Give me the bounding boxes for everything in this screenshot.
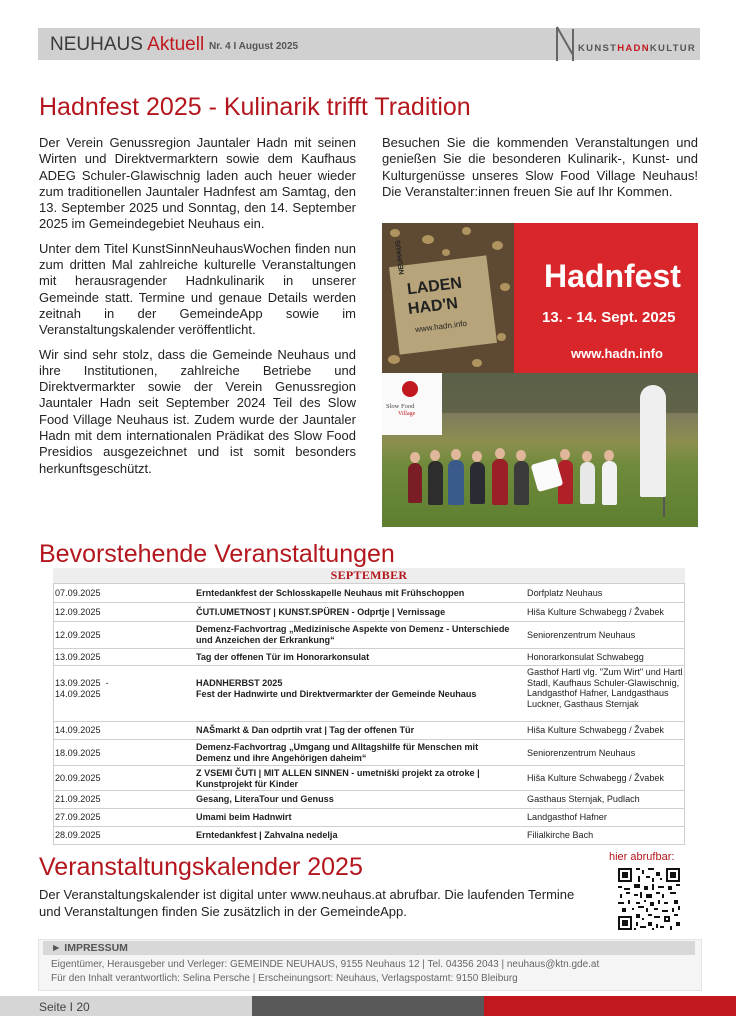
event-place: Honorarkonsulat Schwabegg [527, 652, 644, 662]
table-border-right [684, 583, 685, 845]
table-row [53, 583, 685, 603]
table-row [53, 808, 685, 827]
event-place: Hiša Kulture Schwabegg / Žvabek [527, 725, 664, 735]
event-title: Gesang, LiteraTour und Genuss [196, 794, 334, 804]
table-row [53, 826, 685, 845]
events-table [53, 568, 685, 845]
event-date: 28.09.2025 [55, 830, 101, 840]
table-row [53, 648, 685, 666]
event-date: 13.09.2025 - 14.09.2025 [55, 678, 109, 699]
magazine-title-accent: Aktuell [147, 34, 205, 55]
event-date: 07.09.2025 [55, 588, 101, 598]
issue-label: Nr. 4 I August 2025 [209, 41, 299, 52]
hadnfest-ad-image [382, 223, 698, 373]
events-month-header: SEPTEMBER [53, 568, 685, 583]
article-paragraph-2: Unter dem Titel KunstSinnNeuhausWochen finden nun zum dritten Mal zahlreiche kulturelle Veranstaltungen mit herausragender Hadnkulinarik in unserer Gemeinde statt. Termine und genaue Details werden zeitnah in der GemeindeApp sowie im Veranstaltungskalender veröffentlicht. [39, 240, 356, 338]
event-date: 20.09.2025 [55, 773, 101, 783]
footer-bar-red [484, 996, 736, 1016]
event-place: Hiša Kulture Schwabegg / Žvabek [527, 607, 664, 617]
impressum-line-1: Eigentümer, Herausgeber und Verleger: GEMEINDE NEUHAUS, 9155 Neuhaus 12 | Tel. 04356 2043 | neuhaus@ktn.gde.at [51, 959, 600, 970]
table-row [53, 765, 685, 791]
slow-food-village-logo [382, 373, 442, 435]
event-title: Erntedankfest der Schlosskapelle Neuhaus mit Frühschoppen [196, 588, 465, 598]
event-date: 18.09.2025 [55, 748, 101, 758]
event-place: Seniorenzentrum Neuhaus [527, 748, 636, 758]
logo-word-hadn: HADN [617, 43, 650, 54]
event-place: Dorfplatz Neuhaus [527, 588, 603, 598]
event-title: Umami beim Hadnwirt [196, 812, 292, 822]
event-place: Hiša Kulture Schwabegg / Žvabek [527, 773, 664, 783]
qr-label: hier abrufbar: [609, 851, 675, 863]
article-paragraph-1: Der Verein Genussregion Jauntaler Hadn mit seinen Wirten und Direktvermarktern sowie dem Kaufhaus ADEG Schuler-Glawischnig laden auch heuer wieder zum traditionellen Jauntaler Hadnfest am Samtag, den 13. September 2025 und Sonntag, den 14. September 2025 im Gemeindegebiet Neuhaus ein. [39, 135, 356, 232]
event-date: 27.09.2025 [55, 812, 101, 822]
table-row [53, 790, 685, 809]
event-place: Landgasthof Hafner [527, 812, 607, 822]
event-date: 21.09.2025 [55, 794, 101, 804]
kunsthadnkultur-logo [578, 43, 696, 54]
table-border-bottom [53, 844, 685, 845]
magazine-title-main: NEUHAUS [50, 34, 143, 55]
event-date: 12.09.2025 [55, 607, 101, 617]
table-row [53, 665, 685, 722]
event-place: Filialkirche Bach [527, 830, 594, 840]
event-title: Tag der offenen Tür im Honorarkonsulat [196, 652, 370, 662]
table-row [53, 721, 685, 740]
slow-food-snail-icon [402, 381, 418, 397]
article-left-column [39, 135, 356, 485]
calendar-section-title: Veranstaltungskalender 2025 [39, 853, 363, 881]
event-place: Gasthof Hartl vlg. "Zum Wirt" und Hartl Stadl, Kaufhaus Schuler-Glawischnig, Landgasthof Hafner, Landgasthaus Luckner, Gasthaus Sternjak [527, 667, 683, 709]
impressum-title: ► IMPRESSUM [51, 942, 128, 954]
calendar-text: Der Veranstaltungskalender ist digital unter www.neuhaus.at abrufbar. Die laufenden Termine und Veranstaltungen finden Sie zusätzlich in der GemeindeApp. [39, 887, 575, 919]
article-paragraph-4: Besuchen Sie die kommenden Veranstaltungen und genießen Sie die besonderen Kulinarik-, Kunst- und Kulturgenüsse unseres Slow Food Village Neuhaus! Die Veranstalter:innen freuen Sie auf Ihr Kommen. [382, 135, 698, 199]
event-title: NAŠmarkt & Dan odprtih vrat | Tag der offenen Tür [196, 725, 415, 735]
footer-bar-grey [0, 996, 252, 1016]
event-title: HADNHERBST 2025 Fest der Hadnwirte und Direktvermarkter der Gemeinde Neuhaus [196, 678, 477, 699]
event-place: Seniorenzentrum Neuhaus [527, 630, 636, 640]
group-photo [382, 373, 698, 527]
slow-food-village-text: Village [398, 411, 416, 417]
sack-label-hadn: HAD'N [407, 295, 459, 318]
event-title: ČUTI.UMETNOST | KUNST.SPÜREN - Odprtje | Vernissage [196, 607, 446, 617]
table-row [53, 739, 685, 766]
ad-url: www.hadn.info [571, 346, 663, 361]
event-place: Gasthaus Sternjak, Pudlach [527, 794, 640, 804]
magazine-title [50, 34, 204, 56]
footer-bar-dark [252, 996, 484, 1016]
event-title: Z VSEMI ČUTI | MIT ALLEN SINNEN - umetniški projekt za otroke | Kunstprojekt für Kinder [196, 768, 480, 789]
table-row [53, 602, 685, 622]
impressum-line-2: Für den Inhalt verantwortlich: Selina Persche | Erscheinungsort: Neuhaus, Verlagspostamt: 9150 Bleiburg [51, 973, 518, 984]
sack-label-laden: LADEN [406, 274, 463, 299]
event-date: 13.09.2025 [55, 652, 101, 662]
sack-url: www.hadn.info [414, 318, 468, 335]
table-border-left [53, 583, 54, 845]
slow-food-banner [640, 385, 666, 497]
logo-word-kunst: KUNST [578, 43, 618, 54]
qr-code-icon[interactable] [616, 866, 682, 932]
article-title: Hadnfest 2025 - Kulinarik trifft Tradition [39, 93, 471, 121]
event-title: Demenz-Fachvortrag „Medizinische Aspekte von Demenz - Unterschiede und Anzeichen der Erkrankung“ [196, 624, 510, 645]
logo-word-kultur: KULTUR [649, 43, 697, 54]
event-date: 14.09.2025 [55, 725, 101, 735]
impressum-header-bar [43, 941, 695, 955]
article-right-column [382, 135, 698, 208]
table-row [53, 621, 685, 649]
events-section-title: Bevorstehende Veranstaltungen [39, 540, 395, 568]
slow-food-logo-text: Slow Food [386, 403, 415, 410]
event-title: Demenz-Fachvortrag „Umgang und Alltagshilfe für Menschen mit Demenz und ihre Angehörigen daheim“ [196, 742, 479, 763]
kunsthadnkultur-logo-icon [553, 25, 579, 63]
event-date: 12.09.2025 [55, 630, 101, 640]
buckwheat-sack-photo [382, 223, 514, 373]
sack-side-label: NEUHAUS [394, 239, 406, 275]
ad-title: Hadnfest [544, 258, 681, 294]
event-title: Erntedankfest | Zahvalna nedelja [196, 830, 338, 840]
page-number: Seite I 20 [39, 1000, 90, 1014]
ad-date: 13. - 14. Sept. 2025 [542, 309, 676, 326]
article-paragraph-3: Wir sind sehr stolz, dass die Gemeinde Neuhaus und ihre Institutionen, zahlreiche Betriebe und Direktvermarkter sowie der Verein Genussregion Jauntaler Hadn seit September 2024 Teil des Slow Food Village Neuhaus ist. Zudem wurde der Jauntaler Hadn mit dem internationalen Prädikat des Slow Food Presidios ausgezeichnet und ist somit besonders herkunftsgeschützt. [39, 346, 356, 476]
